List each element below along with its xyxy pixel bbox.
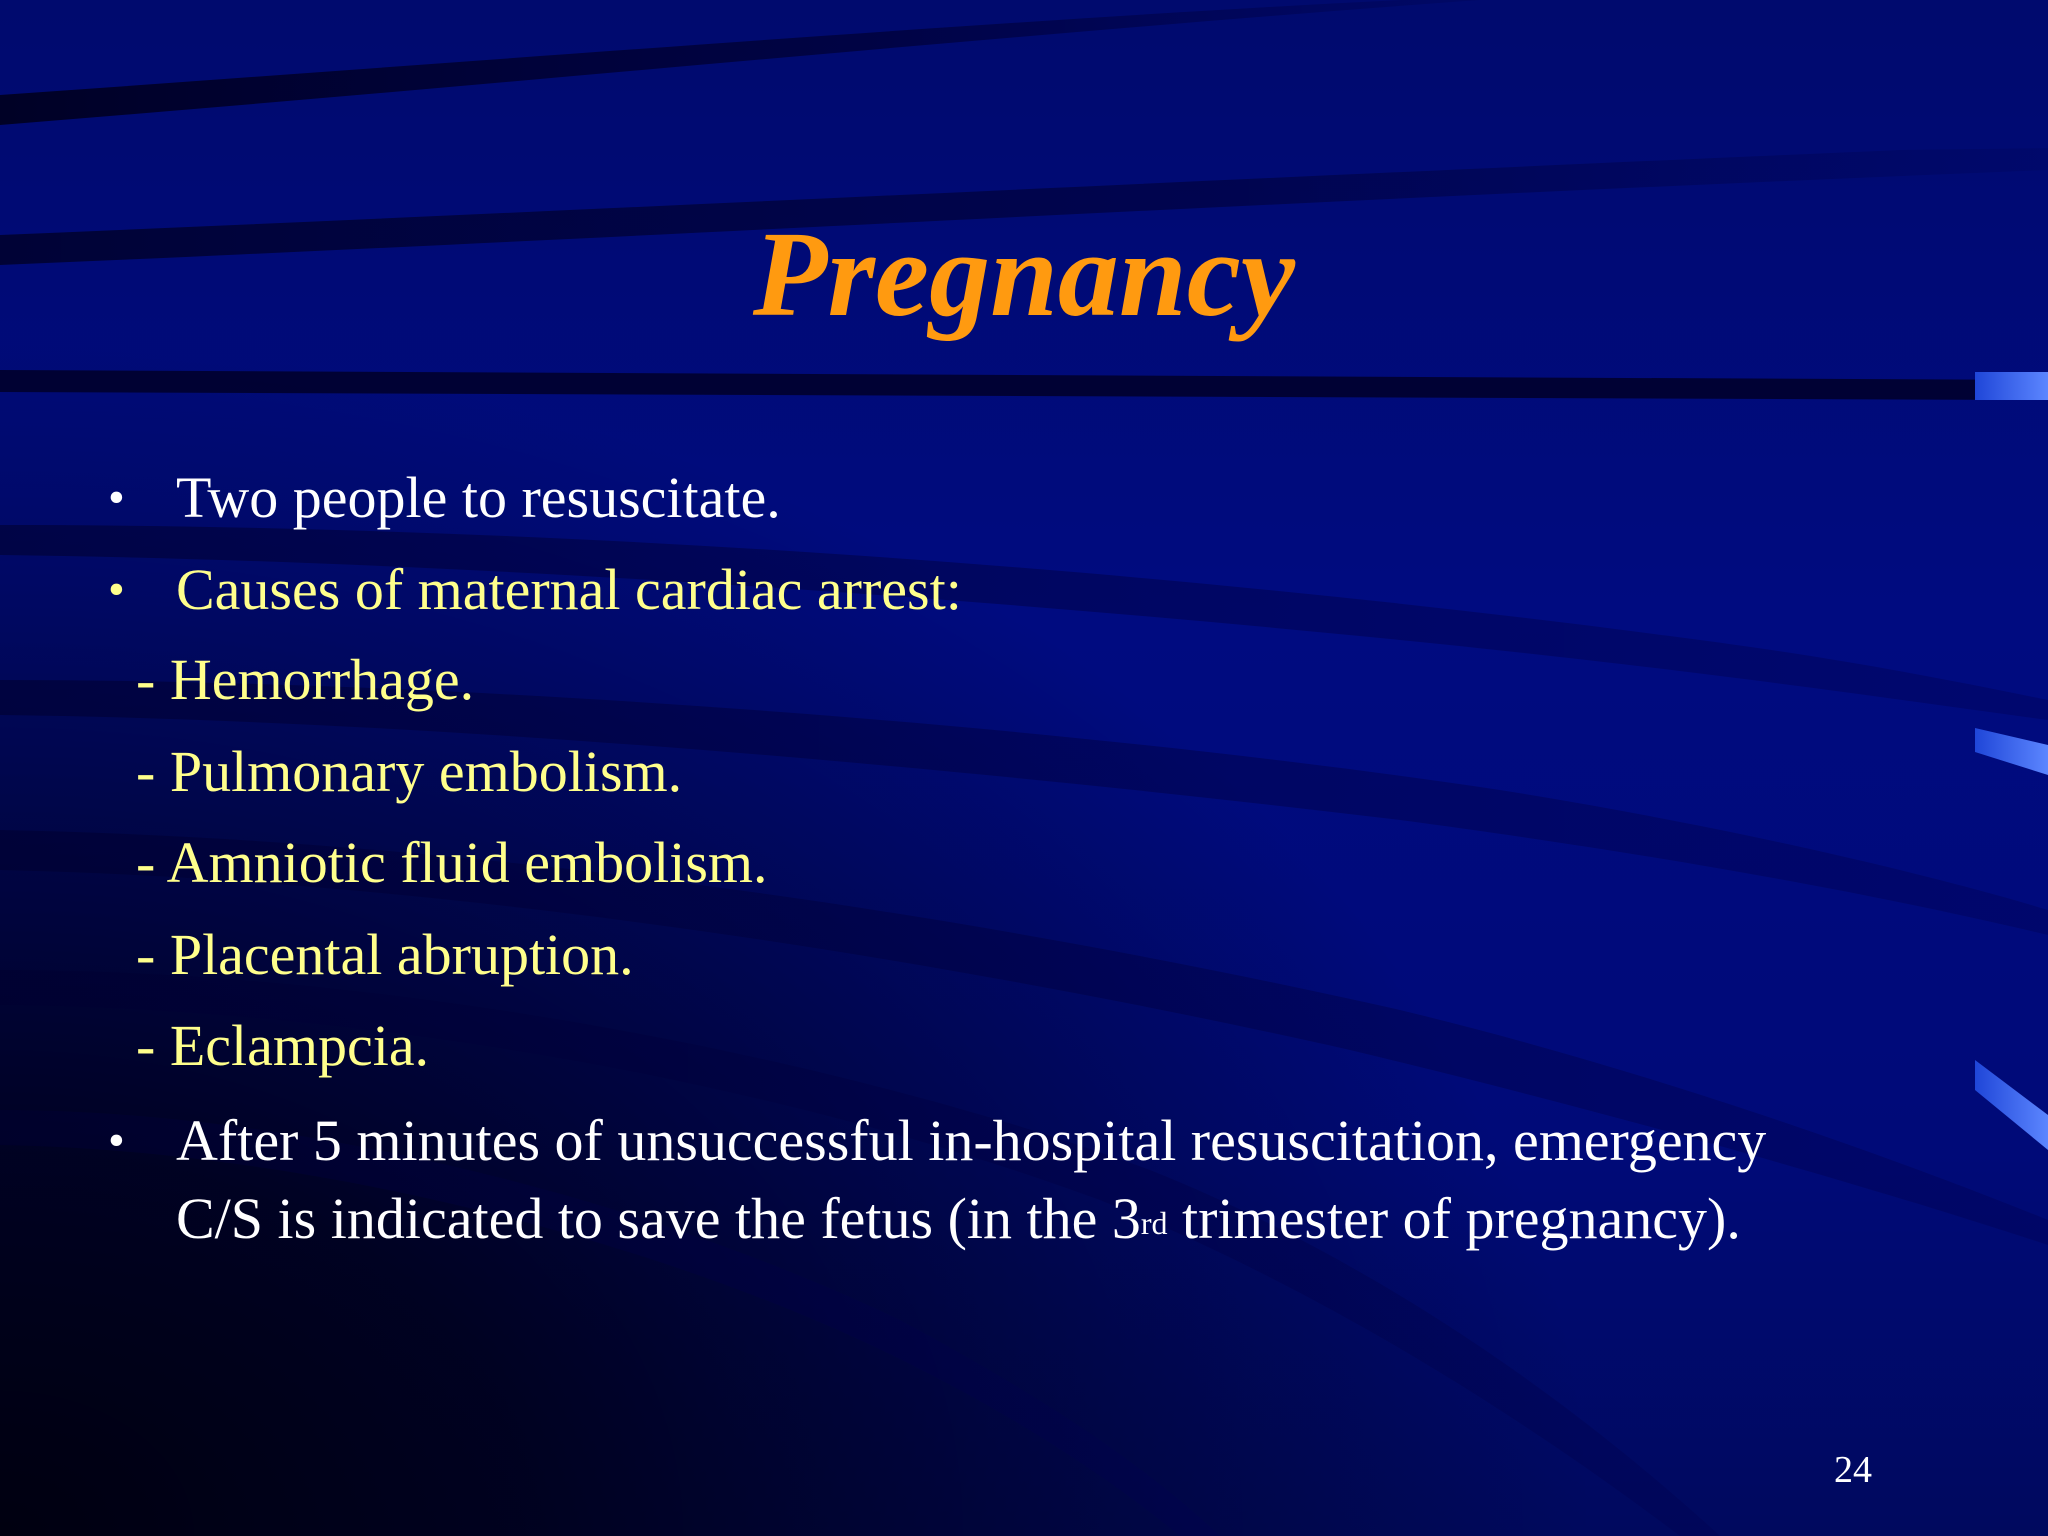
bullet-text-continued [176,1184,1741,1254]
text-segment: C/S is indicated to save the fetus (in the 3 [176,1186,1141,1251]
sub-item: - Amniotic fluid embolism. [136,830,768,895]
bullet-text: After 5 minutes of unsuccessful in-hospital resuscitation, emergency [176,1108,1767,1173]
bullet-marker: • [108,1114,125,1167]
sub-item: - Pulmonary embolism. [136,739,683,804]
bullet-marker: • [108,563,125,616]
bullet-text: Causes of maternal cardiac arrest: [176,557,962,622]
sub-item: - Eclampcia. [136,1013,430,1078]
text-segment: trimester of pregnancy). [1167,1186,1741,1251]
sub-item: - Placental abruption. [136,922,634,987]
slide-title: Pregnancy [752,207,1296,342]
superscript: rd [1140,1205,1168,1241]
bullet-marker: • [108,471,125,524]
page-number: 24 [1834,1449,1872,1491]
bullet-text: Two people to resuscitate. [176,465,781,530]
sub-item: - Hemorrhage. [136,647,475,712]
